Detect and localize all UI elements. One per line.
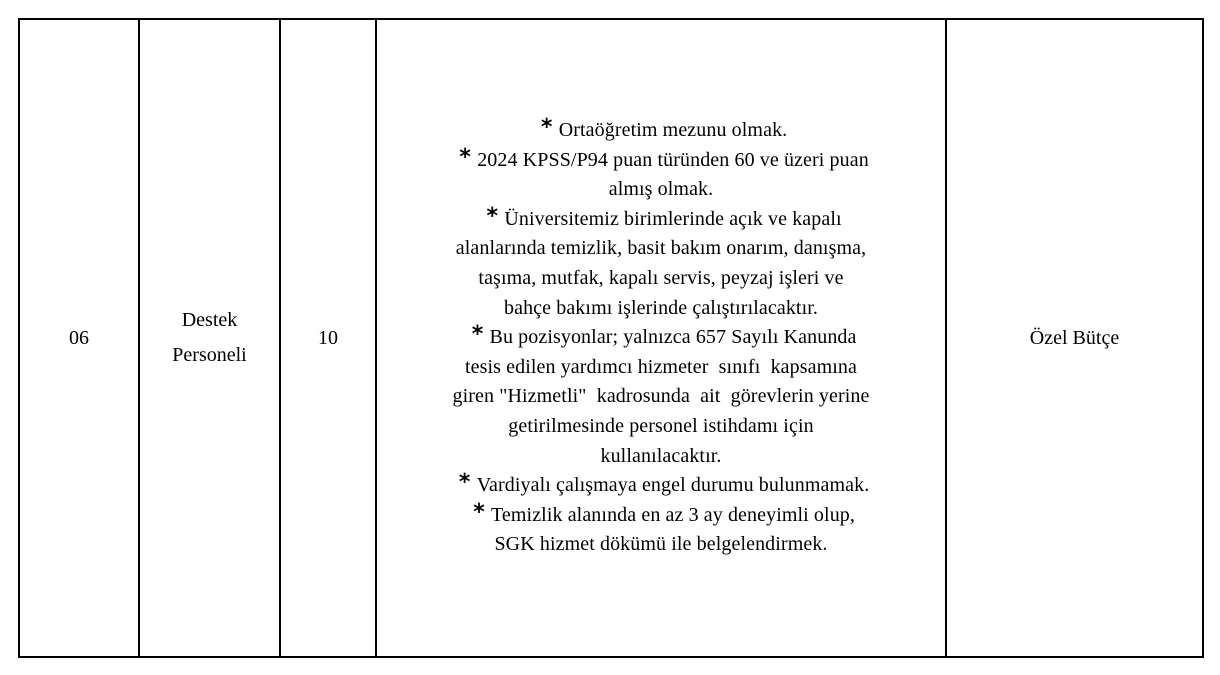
requirement-item bbox=[377, 471, 945, 501]
budget-cell bbox=[946, 19, 1203, 657]
requirement-text: Ortaöğretim mezunu olmak. bbox=[558, 119, 788, 142]
position-title-line1: Destek bbox=[181, 309, 238, 331]
table-row bbox=[19, 19, 1203, 657]
requirement-continuation bbox=[377, 234, 945, 264]
requirement-continuation bbox=[377, 353, 945, 383]
position-count: 10 bbox=[318, 326, 338, 349]
requirement-item bbox=[377, 501, 945, 531]
bullet-asterisk: * bbox=[459, 145, 471, 170]
requirement-continuation bbox=[377, 530, 945, 560]
budget-type: Özel Bütçe bbox=[1029, 326, 1120, 349]
requirement-item bbox=[377, 323, 945, 353]
requirement-text: Üniversitemiz birimlerinde açık ve kapalı bbox=[504, 207, 842, 230]
requirement-continuation bbox=[377, 442, 945, 472]
position-code: 06 bbox=[69, 326, 89, 349]
position-code-cell bbox=[19, 19, 139, 657]
bullet-asterisk: * bbox=[458, 471, 471, 496]
requirements-list bbox=[377, 116, 945, 560]
requirement-continuation bbox=[377, 412, 945, 442]
bullet-asterisk: * bbox=[540, 116, 553, 141]
requirement-text: Vardiyalı çalışmaya engel durumu bulunmamak. bbox=[476, 474, 870, 497]
requirement-continuation bbox=[377, 294, 945, 324]
requirement-continuation bbox=[377, 264, 945, 294]
position-title-line2: Personeli bbox=[172, 344, 247, 366]
requirements-cell bbox=[376, 19, 946, 657]
requirement-text: taşıma, mutfak, kapalı servis, peyzaj işleri ve bbox=[478, 267, 844, 290]
requirement-text: kullanılacaktır. bbox=[600, 444, 722, 467]
requirement-text: 2024 KPSS/P94 puan türünden 60 ve üzeri puan bbox=[477, 148, 869, 171]
requirement-item bbox=[377, 116, 945, 146]
bullet-asterisk: * bbox=[471, 323, 484, 348]
requirement-text: bahçe bakımı işlerinde çalıştırılacaktır. bbox=[504, 296, 818, 319]
positions-table bbox=[18, 18, 1204, 658]
requirement-text: tesis edilen yardımcı hizmeter sınıfı kapsamına bbox=[464, 355, 857, 378]
requirement-text: giren "Hizmetli" kadrosunda ait görevlerin yerine bbox=[452, 385, 870, 408]
requirement-item bbox=[377, 205, 945, 235]
requirement-text: almış olmak. bbox=[608, 178, 714, 201]
requirement-continuation bbox=[377, 175, 945, 205]
requirement-text: alanlarında temizlik, basit bakım onarım, danışma, bbox=[455, 237, 867, 260]
requirement-text: SGK hizmet dökümü ile belgelendirmek. bbox=[494, 533, 828, 556]
position-count-cell bbox=[280, 19, 376, 657]
requirement-text: getirilmesinde personel istihdamı için bbox=[508, 414, 814, 437]
requirement-text: Temizlik alanında en az 3 ay deneyimli olup, bbox=[491, 503, 855, 526]
requirement-continuation bbox=[377, 382, 945, 412]
requirement-text: Bu pozisyonlar; yalnızca 657 Sayılı Kanunda bbox=[489, 326, 857, 349]
bullet-asterisk: * bbox=[473, 500, 485, 525]
position-title-cell bbox=[139, 19, 280, 657]
bullet-asterisk: * bbox=[486, 204, 499, 229]
requirement-item bbox=[377, 146, 945, 176]
